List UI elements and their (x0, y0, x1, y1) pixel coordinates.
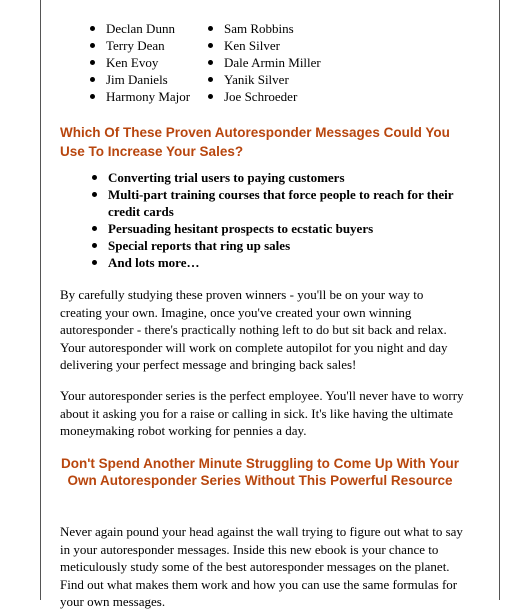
expert-name: Harmony Major (90, 88, 190, 105)
expert-name: Declan Dunn (90, 20, 190, 37)
expert-name: Dale Armin Miller (208, 54, 321, 71)
benefit-item: Multi-part training courses that force people to reach for their credit cards (92, 186, 472, 220)
benefit-item: Persuading hesitant prospects to ecstatic buyers (92, 220, 472, 237)
section-heading-proven-messages: Which Of These Proven Autoresponder Messages Could You Use To Increase Your Sales? (60, 125, 450, 159)
expert-name: Ken Silver (208, 37, 321, 54)
page-border-right (499, 0, 500, 600)
expert-name: Joe Schroeder (208, 88, 321, 105)
benefit-item: Special reports that ring up sales (92, 237, 472, 254)
benefit-item: And lots more… (92, 254, 472, 271)
section-heading-dont-spend: Don't Spend Another Minute Struggling to Come Up With Your Own Autoresponder Series Without This Powerful Resource (60, 456, 460, 488)
expert-name: Yanik Silver (208, 71, 321, 88)
body-paragraph-proven-winners: By carefully studying these proven winners - you'll be on your way to creating your own. Imagine, once you've created your own winning autoresponder - there's practically nothing left to do but sit back and relax. Your autoresponder will work on complete autopilot for you night and day delivering your perfect message and bringing back sales! (60, 287, 448, 372)
expert-names-column-2 (208, 20, 321, 105)
body-paragraph-perfect-employee: Your autoresponder series is the perfect employee. You'll never have to worry about it asking you for a raise or calling in sick. It's like having the ultimate moneymaking robot working for pennies a day. (60, 388, 464, 438)
body-paragraph-never-again: Never again pound your head against the wall trying to figure out what to say in your autoresponder messages. Inside this new ebook is your chance to meticulously study some of the best autoresponder messages on the planet. Find out what makes them work and how you can use the same formulas for your own messages. (60, 524, 463, 609)
expert-name: Jim Daniels (90, 71, 190, 88)
benefits-list (92, 169, 472, 271)
benefit-item: Converting trial users to paying customers (92, 169, 472, 186)
page-border-left (40, 0, 41, 600)
expert-name: Sam Robbins (208, 20, 321, 37)
expert-names-column-1 (90, 20, 190, 105)
expert-name: Ken Evoy (90, 54, 190, 71)
expert-name: Terry Dean (90, 37, 190, 54)
